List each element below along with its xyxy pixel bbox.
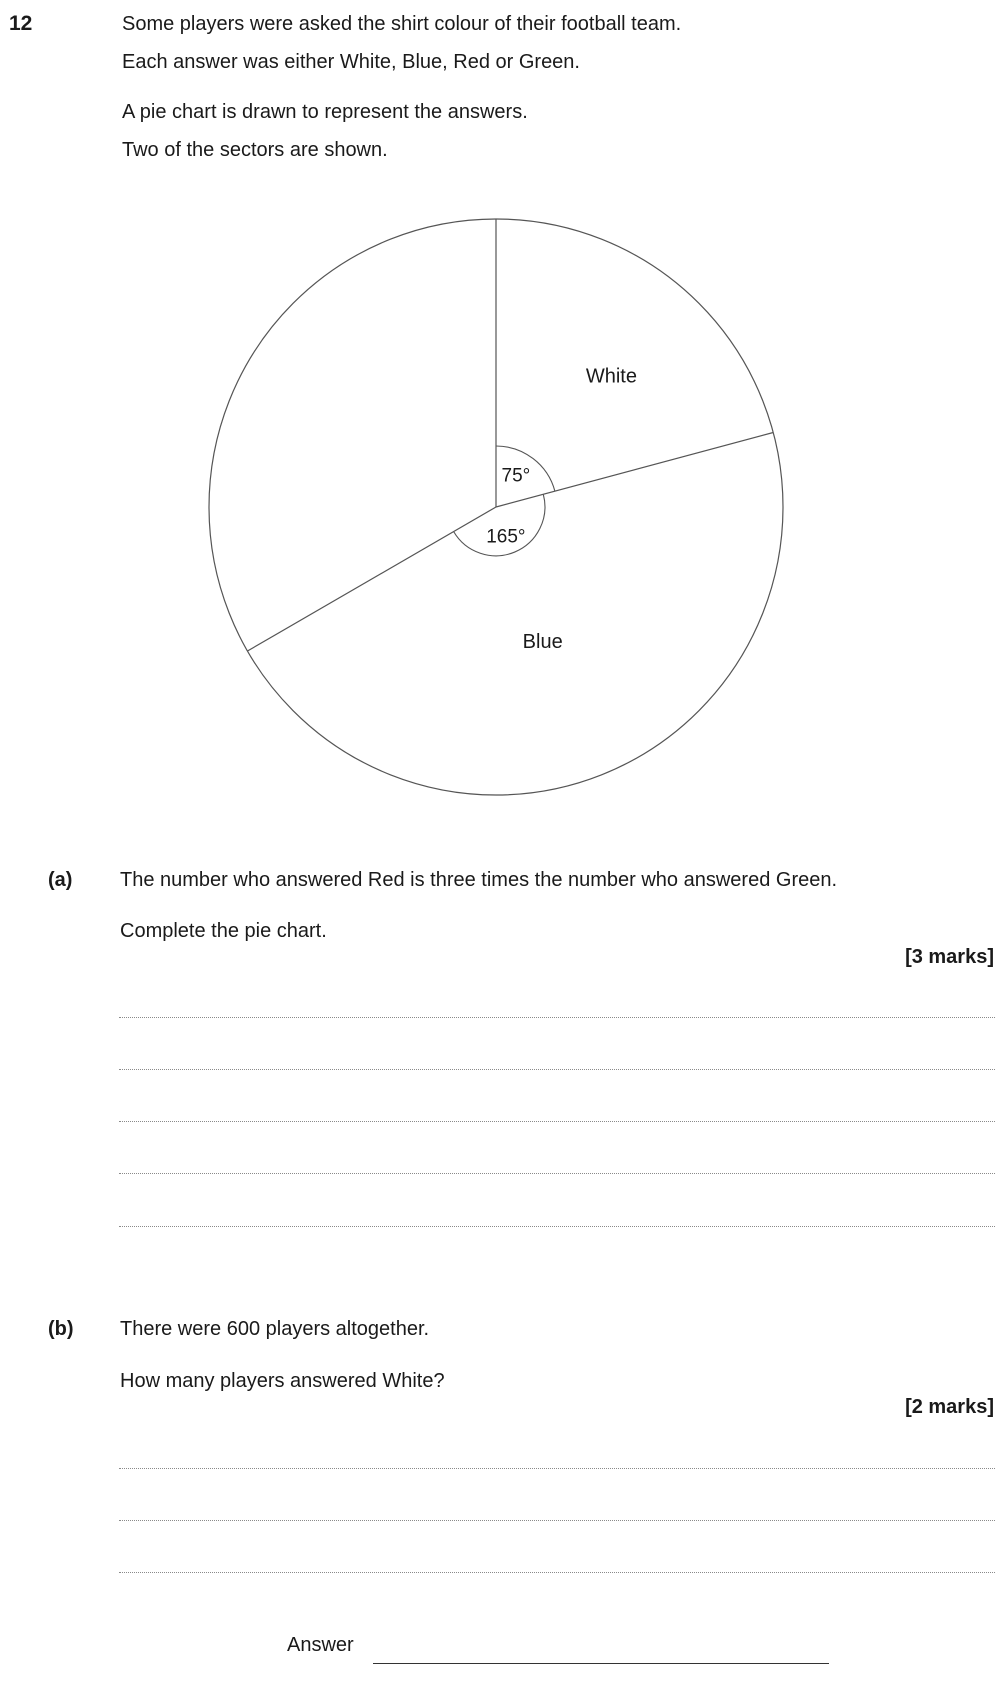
part-b-marks: [2 marks] — [905, 1396, 994, 1418]
intro-line-3: A pie chart is drawn to represent the answers. — [122, 101, 528, 123]
working-line-a-2[interactable] — [119, 1069, 995, 1070]
intro-line-2: Each answer was either White, Blue, Red or Green. — [122, 51, 580, 73]
part-a-label: (a) — [48, 869, 73, 891]
part-a-text: The number who answered Red is three times the number who answered Green. — [120, 869, 838, 891]
radius-blue-end-boundary — [248, 507, 497, 651]
working-line-b-2[interactable] — [119, 1520, 995, 1521]
question-number: 12 — [9, 12, 33, 35]
working-line-a-5[interactable] — [119, 1226, 995, 1227]
working-line-a-1[interactable] — [119, 1017, 995, 1018]
working-line-a-3[interactable] — [119, 1121, 995, 1122]
part-b-question: How many players answered White? — [120, 1370, 445, 1392]
part-a-marks: [3 marks] — [905, 946, 994, 968]
intro-line-4: Two of the sectors are shown. — [122, 139, 388, 161]
part-b-label: (b) — [48, 1318, 74, 1340]
intro-line-1: Some players were asked the shirt colour of their football team. — [122, 13, 682, 35]
radius-white-blue-boundary — [496, 433, 773, 508]
angle-label-blue: 165° — [486, 526, 526, 548]
angle-label-white: 75° — [501, 465, 531, 487]
working-line-b-1[interactable] — [119, 1468, 995, 1469]
working-line-b-3[interactable] — [119, 1572, 995, 1573]
working-line-a-4[interactable] — [119, 1173, 995, 1174]
slice-label-blue: Blue — [522, 631, 563, 654]
pie-chart[interactable] — [0, 0, 1003, 820]
answer-line[interactable] — [373, 1663, 829, 1664]
slice-label-white: White — [585, 365, 637, 388]
part-a-instruction: Complete the pie chart. — [120, 920, 327, 942]
answer-label: Answer — [287, 1634, 354, 1656]
part-b-text: There were 600 players altogether. — [120, 1318, 430, 1340]
